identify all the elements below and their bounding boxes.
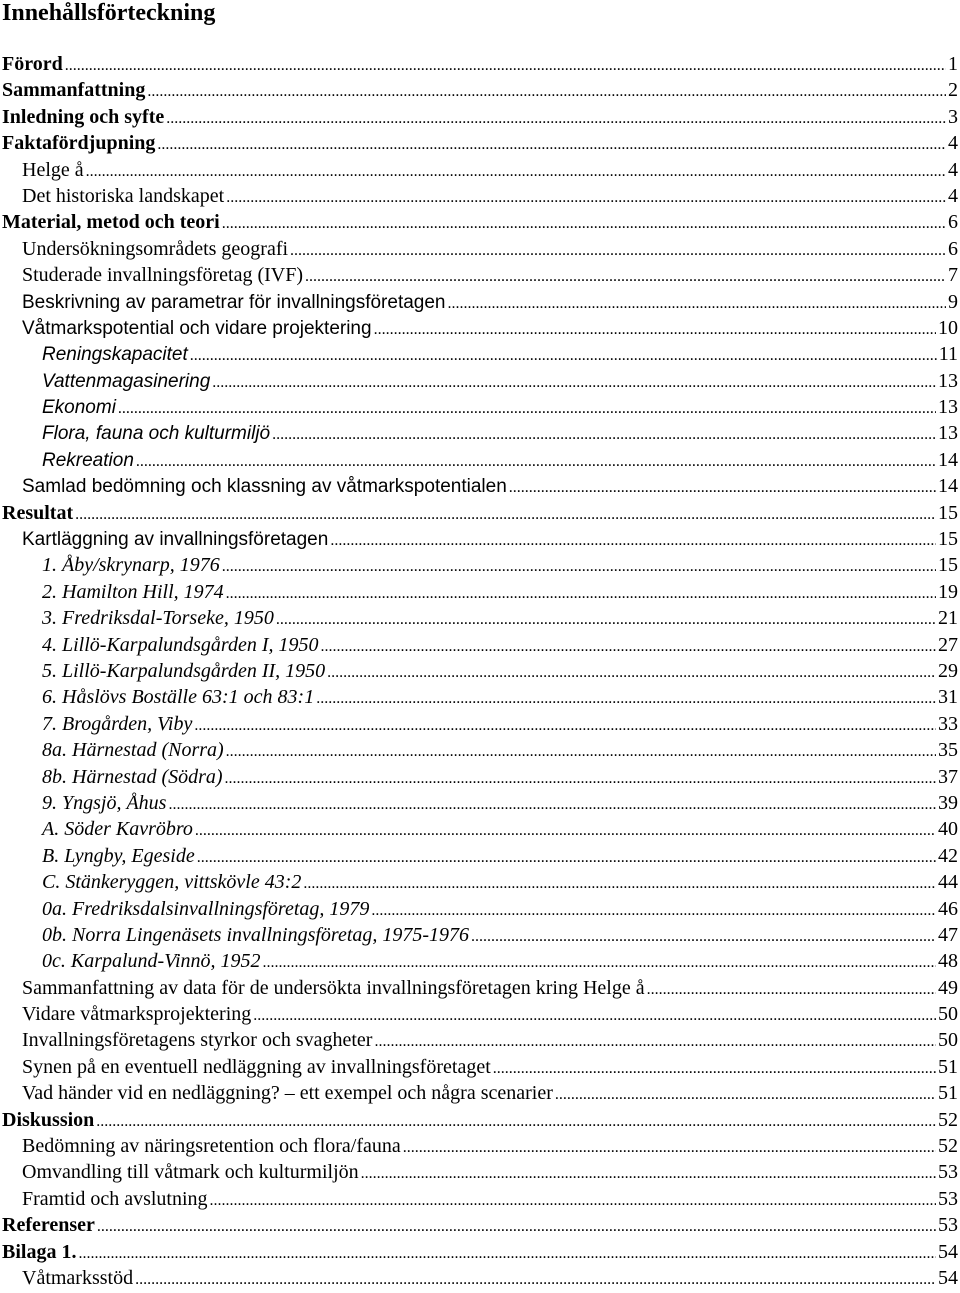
toc-entry[interactable]: [2, 183, 958, 209]
toc-dot-leader: [197, 845, 936, 871]
toc-entry-page-number: 1: [948, 53, 958, 75]
toc-entry-page-number: 53: [938, 1187, 958, 1210]
toc-entry[interactable]: [2, 737, 958, 763]
toc-entry-page-number: 54: [938, 1240, 958, 1263]
toc-entry-title: B. Lyngby, Egeside: [42, 844, 195, 867]
toc-dot-leader: [222, 211, 946, 237]
toc-entry-page-number: 15: [938, 528, 958, 551]
toc-entry-page-number: 7: [948, 264, 958, 287]
toc-entry-page-number: 31: [938, 686, 958, 709]
toc-entry-title: Samlad bedömning och klassning av våtmarkspotentialen: [22, 476, 507, 498]
toc-dot-leader: [361, 1161, 936, 1187]
toc-entry-page-number: 50: [938, 1003, 958, 1026]
toc-entry[interactable]: [2, 1001, 958, 1027]
toc-entry[interactable]: [2, 1239, 958, 1265]
toc-entry-title: Framtid och avslutning: [22, 1187, 208, 1210]
toc-dot-leader: [371, 898, 936, 924]
toc-entry-title: Undersökningsområdets geografi: [22, 237, 289, 260]
toc-entry[interactable]: [2, 157, 958, 183]
toc-dot-leader: [225, 766, 936, 792]
toc-entry-title: 6. Håslövs Boställe 63:1 och 83:1: [42, 686, 315, 709]
toc-entry[interactable]: [2, 684, 958, 710]
toc-entry-title: Kartläggning av invallningsföretagen: [22, 529, 329, 551]
toc-entry-title: 0c. Karpalund-Vinnö, 1952: [42, 950, 261, 973]
toc-entry-page-number: 49: [938, 976, 958, 999]
toc-entry[interactable]: [2, 975, 958, 1001]
toc-entry-page-number: 51: [938, 1082, 958, 1105]
toc-entry[interactable]: [2, 368, 958, 394]
toc-dot-leader: [493, 1056, 936, 1082]
toc-entry-title: Ekonomi: [42, 397, 116, 419]
toc-entry-title: 8b. Härnestad (Södra): [42, 765, 223, 788]
toc-entry-page-number: 33: [938, 712, 958, 735]
toc-entry-page-number: 42: [938, 844, 958, 867]
toc-entry[interactable]: [2, 1186, 958, 1212]
toc-entry[interactable]: [2, 1265, 958, 1291]
toc-entry-title: Bilaga 1.: [2, 1240, 77, 1263]
toc-dot-leader: [190, 343, 937, 369]
toc-entry[interactable]: [2, 289, 958, 315]
toc-entry-title: Faktafördjupning: [2, 132, 156, 155]
toc-entry[interactable]: [2, 552, 958, 578]
toc-dot-leader: [226, 581, 936, 607]
toc-entry-page-number: 47: [938, 923, 958, 946]
toc-dot-leader: [136, 449, 936, 475]
toc-entry-title: Resultat: [2, 501, 74, 524]
toc-entry-title: Vattenmagasinering: [42, 370, 211, 392]
toc-entry[interactable]: [2, 315, 958, 341]
toc-entry[interactable]: [2, 632, 958, 658]
toc-entry-title: Reningskapacitet: [42, 344, 188, 366]
toc-entry-title: Referenser: [2, 1214, 95, 1237]
toc-entry-page-number: 37: [938, 765, 958, 788]
toc-entry-page-number: 40: [938, 818, 958, 841]
toc-entry-title: Bedömning av näringsretention och flora/fauna: [22, 1135, 401, 1158]
toc-dot-leader: [303, 871, 936, 897]
toc-dot-leader: [305, 264, 946, 290]
toc-dot-leader: [555, 1082, 936, 1108]
toc-entry-title: Studerade invallningsföretag (IVF): [22, 264, 304, 287]
toc-entry-page-number: 39: [938, 791, 958, 814]
toc-entry-title: Omvandling till våtmark och kulturmiljön: [22, 1161, 359, 1184]
toc-entry[interactable]: [2, 896, 958, 922]
toc-entry-title: Flora, fauna och kulturmiljö: [42, 423, 271, 445]
toc-dot-leader: [290, 238, 946, 264]
toc-entry[interactable]: [2, 579, 958, 605]
toc-entry-page-number: 50: [938, 1029, 958, 1052]
toc-entry-page-number: 4: [948, 158, 958, 181]
toc-dot-leader: [272, 422, 936, 448]
toc-entry-page-number: 2: [948, 79, 958, 102]
toc-entry-title: Rekreation: [42, 449, 134, 471]
toc-entry-page-number: 54: [938, 1266, 958, 1289]
toc-entry[interactable]: [2, 104, 958, 130]
toc-dot-leader: [168, 792, 936, 818]
toc-entry-title: 2. Hamilton Hill, 1974: [42, 580, 224, 603]
toc-entry[interactable]: [2, 605, 958, 631]
toc-dot-leader: [316, 686, 936, 712]
toc-entry-page-number: 14: [938, 475, 958, 498]
toc-entry-page-number: 6: [948, 211, 958, 234]
table-of-contents: [2, 51, 958, 1291]
toc-entry-page-number: 15: [938, 501, 958, 524]
toc-entry-title: Sammanfattning av data för de undersökta invallningsföretagen kring Helge å: [22, 976, 645, 999]
toc-entry[interactable]: [2, 500, 958, 526]
toc-dot-leader: [471, 924, 936, 950]
toc-dot-leader: [276, 607, 936, 633]
toc-entry-page-number: 44: [938, 871, 958, 894]
page-title: Innehållsförteckning: [2, 0, 216, 26]
toc-entry[interactable]: [2, 262, 958, 288]
toc-entry-title: Invallningsföretagens styrkor och svagheter: [22, 1029, 373, 1052]
toc-entry[interactable]: [2, 394, 958, 420]
toc-entry-page-number: 13: [938, 396, 958, 419]
toc-entry-page-number: 15: [938, 554, 958, 577]
toc-entry[interactable]: [2, 77, 958, 103]
toc-entry-title: Diskussion: [2, 1108, 95, 1131]
toc-entry-page-number: 10: [938, 316, 958, 339]
toc-entry-page-number: 3: [948, 105, 958, 128]
toc-entry-title: 8a. Härnestad (Norra): [42, 739, 224, 762]
toc-entry[interactable]: [2, 1212, 958, 1238]
toc-entry-page-number: 51: [938, 1055, 958, 1078]
toc-dot-leader: [330, 528, 936, 554]
toc-entry-page-number: 52: [938, 1108, 958, 1131]
toc-dot-leader: [78, 1241, 936, 1267]
toc-entry[interactable]: [2, 1107, 958, 1133]
toc-entry-page-number: 21: [938, 607, 958, 630]
toc-dot-leader: [226, 739, 936, 765]
toc-entry[interactable]: [2, 922, 958, 948]
toc-entry[interactable]: [2, 209, 958, 235]
toc-entry-title: Synen på en eventuell nedläggning av invallningsföretaget: [22, 1055, 491, 1078]
toc-entry-page-number: 13: [938, 369, 958, 392]
toc-entry[interactable]: [2, 130, 958, 156]
toc-dot-leader: [86, 159, 946, 185]
toc-entry-title: 7. Brogården, Viby: [42, 712, 193, 735]
toc-entry-page-number: 4: [948, 132, 958, 155]
toc-dot-leader: [96, 1109, 936, 1135]
toc-dot-leader: [75, 502, 936, 528]
toc-entry-page-number: 53: [938, 1214, 958, 1237]
toc-dot-leader: [212, 370, 936, 396]
toc-entry[interactable]: [2, 1080, 958, 1106]
toc-dot-leader: [147, 79, 946, 105]
toc-entry-title: Sammanfattning: [2, 79, 146, 102]
toc-dot-leader: [321, 634, 937, 660]
toc-entry[interactable]: [2, 341, 958, 367]
toc-dot-leader: [210, 1188, 936, 1214]
toc-entry[interactable]: [2, 1027, 958, 1053]
toc-dot-leader: [263, 950, 936, 976]
toc-dot-leader: [157, 132, 946, 158]
toc-entry-title: Förord: [2, 53, 63, 75]
toc-entry-page-number: 29: [938, 659, 958, 682]
toc-entry-title: Våtmarkspotential och vidare projektering: [22, 317, 372, 339]
toc-entry[interactable]: [2, 1133, 958, 1159]
toc-entry-page-number: 4: [948, 184, 958, 207]
toc-entry[interactable]: [2, 1159, 958, 1185]
toc-entry-page-number: 19: [938, 580, 958, 603]
toc-dot-leader: [448, 291, 947, 317]
toc-entry[interactable]: [2, 447, 958, 473]
toc-entry[interactable]: [2, 658, 958, 684]
toc-entry-title: Våtmarksstöd: [22, 1266, 134, 1289]
toc-entry-title: A. Söder Kavröbro: [42, 818, 193, 841]
toc-dot-leader: [403, 1135, 936, 1161]
toc-entry-page-number: 6: [948, 237, 958, 260]
toc-dot-leader: [195, 818, 936, 844]
toc-entry[interactable]: [2, 790, 958, 816]
toc-entry-title: 1. Åby/skrynarp, 1976: [42, 554, 220, 577]
toc-dot-leader: [226, 185, 946, 211]
toc-entry-title: 0b. Norra Lingenäsets invallningsföretag, 1975-1976: [42, 923, 470, 946]
toc-entry-page-number: 13: [938, 422, 958, 445]
toc-dot-leader: [118, 396, 936, 422]
toc-entry-title: 3. Fredriksdal-Torseke, 1950: [42, 607, 274, 630]
toc-entry-page-number: 48: [938, 950, 958, 973]
toc-entry-title: Vad händer vid en nedläggning? – ett exempel och några scenarier: [22, 1082, 553, 1105]
toc-entry-page-number: 11: [938, 343, 958, 366]
toc-entry-title: Material, metod och teori: [2, 211, 220, 234]
toc-dot-leader: [97, 1214, 936, 1240]
toc-entry-title: Det historiska landskapet: [22, 184, 225, 207]
toc-entry-title: Vidare våtmarksprojektering: [22, 1003, 252, 1026]
toc-entry[interactable]: [2, 948, 958, 974]
toc-dot-leader: [194, 713, 936, 739]
toc-entry[interactable]: [2, 1054, 958, 1080]
toc-dot-leader: [509, 475, 936, 501]
toc-entry-title: C. Stänkeryggen, vittskövle 43:2: [42, 871, 302, 894]
toc-dot-leader: [135, 1267, 936, 1293]
toc-entry-page-number: 35: [938, 739, 958, 762]
toc-entry[interactable]: [2, 236, 958, 262]
toc-dot-leader: [65, 53, 946, 79]
toc-entry-title: Beskrivning av parametrar för invallningsföretagen: [22, 291, 446, 313]
toc-dot-leader: [253, 1003, 936, 1029]
toc-entry-page-number: 46: [938, 897, 958, 920]
toc-entry-title: Helge å: [22, 158, 84, 181]
toc-entry[interactable]: [2, 526, 958, 552]
toc-entry-page-number: 53: [938, 1161, 958, 1184]
toc-dot-leader: [166, 106, 946, 132]
toc-entry-title: 0a. Fredriksdalsinvallningsföretag, 1979: [42, 897, 370, 920]
toc-entry-page-number: 27: [938, 633, 958, 656]
toc-dot-leader: [374, 317, 936, 343]
toc-entry-title: 5. Lillö-Karpalundsgården II, 1950: [42, 659, 326, 682]
toc-entry-page-number: 9: [948, 290, 958, 313]
toc-dot-leader: [222, 554, 936, 580]
toc-entry-title: Inledning och syfte: [2, 105, 165, 128]
toc-entry[interactable]: [2, 420, 958, 446]
toc-entry[interactable]: [2, 843, 958, 869]
toc-dot-leader: [374, 1029, 936, 1055]
toc-entry-title: 4. Lillö-Karpalundsgården I, 1950: [42, 633, 319, 656]
toc-entry-page-number: 14: [938, 448, 958, 471]
toc-dot-leader: [327, 660, 936, 686]
toc-entry-title: 9. Yngsjö, Åhus: [42, 791, 167, 814]
toc-entry[interactable]: [2, 51, 958, 77]
toc-entry-page-number: 52: [938, 1135, 958, 1158]
toc-entry[interactable]: [2, 869, 958, 895]
toc-entry[interactable]: [2, 816, 958, 842]
toc-entry[interactable]: [2, 473, 958, 499]
toc-entry[interactable]: [2, 764, 958, 790]
toc-entry[interactable]: [2, 711, 958, 737]
toc-dot-leader: [647, 977, 936, 1003]
